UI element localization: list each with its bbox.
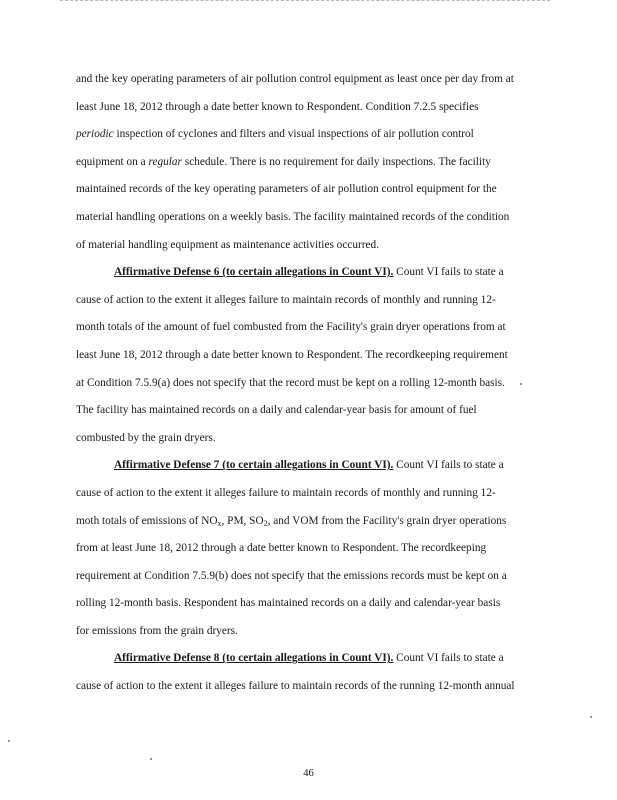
text-line: Count VI fails to state a — [393, 459, 504, 472]
affirmative-defense-8 — [76, 645, 546, 700]
text-line: requirement at Condition 7.5.9(b) does not specify that the emissions records must be kept on a — [76, 569, 507, 582]
scan-top-edge — [60, 0, 550, 2]
scan-speck — [150, 758, 152, 760]
subscript-x: x — [217, 518, 222, 528]
text-line: month totals of the amount of fuel combusted from the Facility's grain dryer operations from at — [76, 321, 506, 334]
defense-6-heading: Affirmative Defense 6 (to certain allegations in Count VI). — [114, 266, 394, 279]
page-body — [76, 66, 546, 701]
scan-speck — [520, 383, 522, 385]
text-line: for emissions from the grain dryers. — [76, 624, 238, 637]
text-line: The facility has maintained records on a daily and calendar-year basis for amount of fuel — [76, 404, 477, 417]
text-line: at Condition 7.5.9(a) does not specify that the record must be kept on a rolling 12-month basis. — [76, 376, 505, 389]
text-line: , and VOM from the Facility's grain dryer operations — [267, 514, 507, 527]
defense-7-heading: Affirmative Defense 7 (to certain allegations in Count VI). — [114, 459, 394, 472]
text-line: least June 18, 2012 through a date better known to Respondent. The recordkeeping requirement — [76, 348, 508, 361]
text-line: combusted by the grain dryers. — [76, 431, 216, 444]
text-line: schedule. There is no requirement for daily inspections. The facility — [181, 155, 491, 168]
text-line: of material handling equipment as maintenance activities occurred. — [76, 238, 380, 251]
text-line: maintained records of the key operating parameters of air pollution control equipment for the — [76, 183, 497, 196]
text-line: , PM, SO — [221, 514, 264, 527]
text-line: rolling 12-month basis. Respondent has maintained records on a daily and calendar-year basis — [76, 597, 501, 610]
affirmative-defense-6 — [76, 259, 546, 452]
subscript-2: 2 — [263, 518, 268, 528]
affirmative-defense-7 — [76, 452, 546, 645]
text-line: equipment on a — [76, 155, 149, 168]
page-number: 46 — [303, 768, 314, 779]
text-line: Count VI fails to state a — [393, 652, 504, 665]
scan-speck — [590, 716, 592, 718]
text-line: cause of action to the extent it alleges failure to maintain records of monthly and running 12- — [76, 486, 496, 499]
emphasis-regular: regular — [148, 155, 182, 168]
defense-8-heading: Affirmative Defense 8 (to certain allegations in Count VI). — [114, 652, 394, 665]
emphasis-periodic: periodic — [76, 128, 114, 141]
text-line: material handling operations on a weekly basis. The facility maintained records of the condition — [76, 210, 510, 223]
scan-speck — [8, 740, 10, 742]
text-line: moth totals of emissions of NO — [76, 514, 218, 527]
text-line: Count VI fails to state a — [393, 266, 504, 279]
text-line: least June 18, 2012 through a date better known to Respondent. Condition 7.2.5 specifies — [76, 100, 479, 113]
text-line: from at least June 18, 2012 through a date better known to Respondent. The recordkeeping — [76, 542, 487, 555]
text-line: cause of action to the extent it alleges failure to maintain records of the running 12-month annual — [76, 680, 515, 693]
text-line: cause of action to the extent it alleges failure to maintain records of monthly and running 12- — [76, 293, 496, 306]
text-line: and the key operating parameters of air pollution control equipment as least once per day from at — [76, 73, 514, 85]
text-line: inspection of cyclones and filters and visual inspections of air pollution control — [113, 128, 474, 141]
continuation-paragraph — [76, 66, 546, 259]
